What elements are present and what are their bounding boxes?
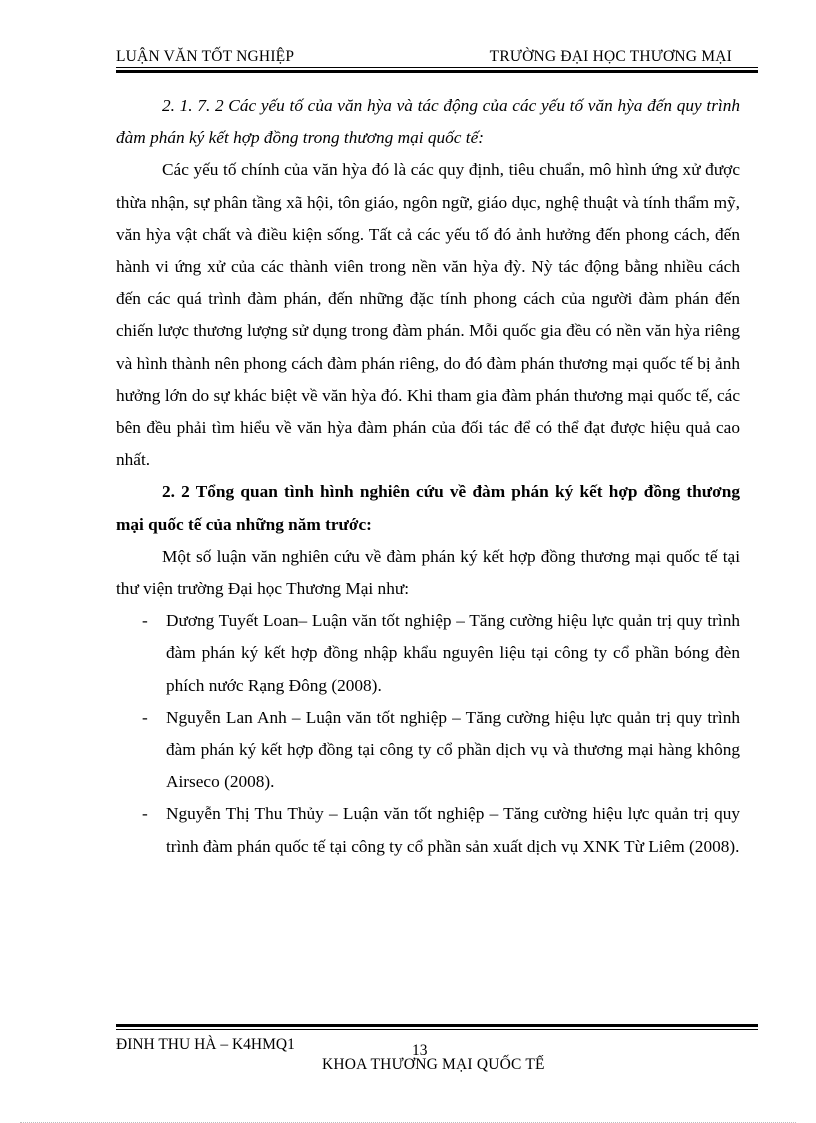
- list-item: [116, 605, 740, 702]
- list-dash: -: [142, 707, 148, 727]
- section-heading-literature-review: 2. 2 Tổng quan tình hình nghiên cứu về đàm phán ký kết hợp đồng thương mại quốc tế của những năm trước:: [116, 482, 740, 534]
- footer-rule-thick: [116, 1024, 758, 1027]
- footer-rule-thin: [116, 1029, 758, 1030]
- header-rule-thick: [116, 70, 758, 73]
- list-item-text: Nguyễn Lan Anh – Luận văn tốt nghiệp – Tăng cường hiệu lực quản trị quy trình đàm phán ký kết hợp đồng tại công ty cổ phần dịch vụ và thương mại hàng không Airseco (2008).: [166, 707, 740, 792]
- prior-theses-list: [116, 605, 740, 863]
- header-university-label: TRƯỜNG ĐẠI HỌC THƯƠNG MẠI: [489, 48, 732, 65]
- list-item-text: Dương Tuyết Loan– Luận văn tốt nghiệp – Tăng cường hiệu lực quản trị quy trình đàm phán ký kết hợp đồng nhập khẩu nguyên liệu tại công ty cổ phần bóng đèn phích nước Rạng Đông (2008).: [166, 611, 740, 695]
- footer-faculty: KHOA THƯƠNG MẠI QUỐC TẾ: [322, 1056, 545, 1073]
- header-thesis-label: LUẬN VĂN TỐT NGHIỆP: [116, 48, 295, 65]
- list-item: [116, 798, 740, 862]
- header-rule-thin: [116, 67, 758, 68]
- page-body: [116, 90, 740, 863]
- paragraph-culture-factors: Các yếu tố chính của văn hỳa đó là các quy định, tiêu chuẩn, mô hình ứng xử được thừa nhận, sự phân tầng xã hội, tôn giáo, ngôn ngữ, giáo dục, nghệ thuật và tính thẩm mỹ, văn hỳa vật chất và điều kiện sống. Tất cả các yếu tố đó ảnh hưởng đến phong cách, đến hành vi ứng xử của các thành viên trong nền văn hỳa đỳ. Nỳ tác động bằng nhiều cách đến các quá trình đàm phán, đến những đặc tính phong cách của người đàm phán đến chiến lược thương lượng sử dụng trong đàm phán. Mỗi quốc gia đều có nền văn hỳa riêng và hình thành nên phong cách đàm phán riêng, do đó đàm phán thương mại quốc tế bị ảnh hưởng lớn do sự khác biệt về văn hỳa đó. Khi tham gia đàm phán thương mại quốc tế, các bên đều phải tìm hiểu về văn hỳa đàm phán của đối tác để có thể đạt được hiệu quả cao nhất.: [116, 160, 740, 470]
- list-item: [116, 702, 740, 799]
- page-number: 13: [412, 1042, 428, 1059]
- footer-author: ĐINH THU HÀ – K4HMQ1: [116, 1036, 295, 1053]
- list-dash: -: [142, 804, 148, 824]
- list-dash: -: [142, 611, 148, 631]
- section-subheading: 2. 1. 7. 2 Các yếu tố của văn hỳa và tác động của các yếu tố văn hỳa đến quy trình đàm phán ký kết hợp đồng trong thương mại quốc tế:: [116, 96, 740, 148]
- list-item-text: Nguyễn Thị Thu Thủy – Luận văn tốt nghiệp – Tăng cường hiệu lực quản trị quy trình đàm phán quốc tế tại công ty cổ phần sản xuất dịch vụ XNK Từ Liêm (2008).: [166, 804, 740, 856]
- paragraph-prior-theses: Một số luận văn nghiên cứu về đàm phán ký kết hợp đồng thương mại quốc tế tại thư viện trường Đại học Thương Mại như:: [116, 546, 740, 599]
